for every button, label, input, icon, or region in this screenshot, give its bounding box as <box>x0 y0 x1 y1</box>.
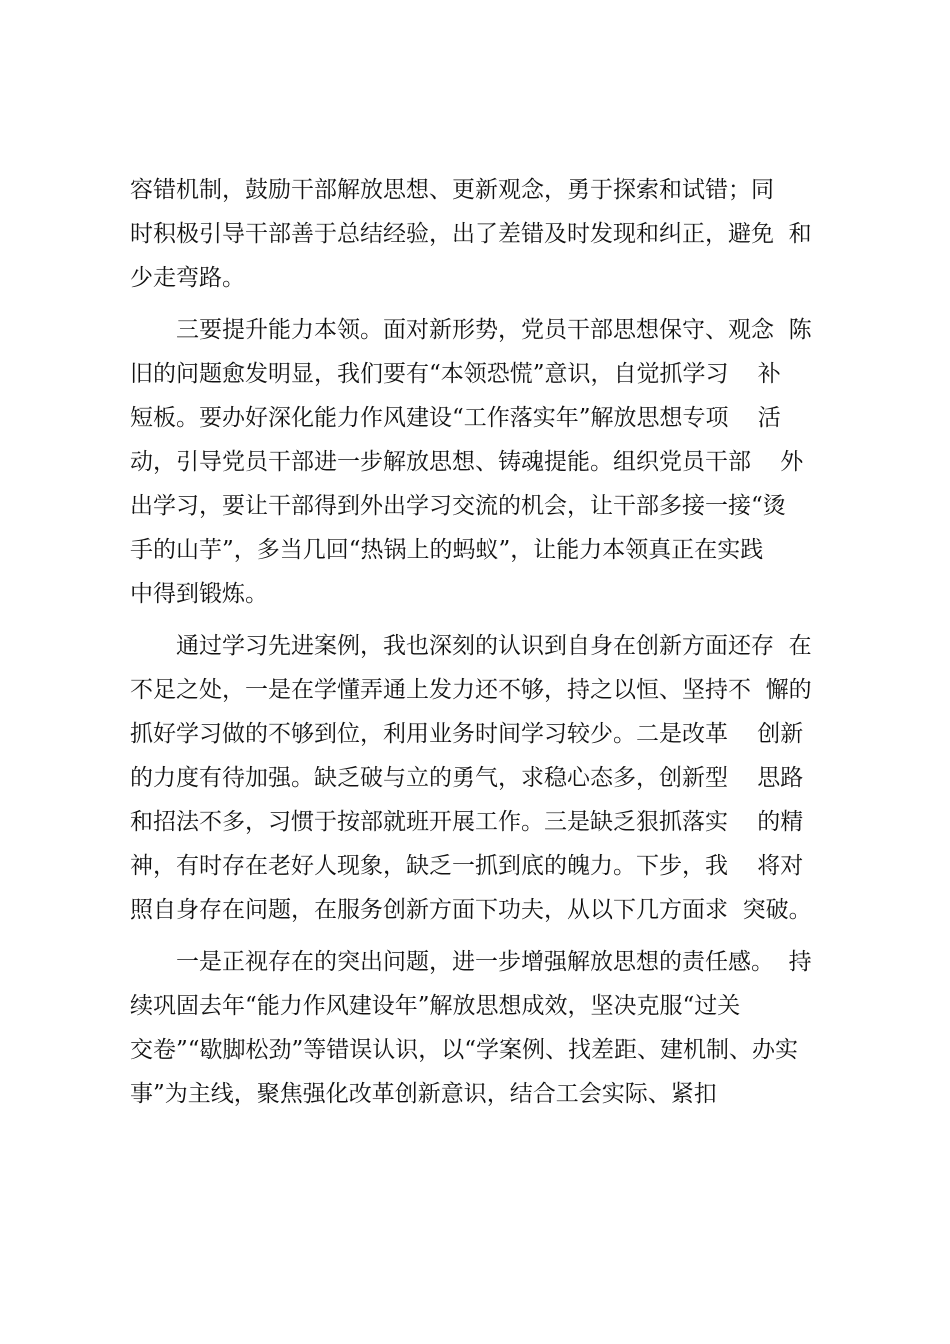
text-line: 动，引导党员干部进一步解放思想、铸魂提能。组织党员干部 外 <box>130 449 804 475</box>
paragraph-4 <box>130 940 830 1116</box>
text-line: 交卷”“歇脚松劲”等错误认识，以“学案例、找差距、建机制、办实 <box>130 1037 799 1063</box>
text-line: 出学习，要让干部得到外出学习交流的机会，让干部多接一接“烫 <box>130 493 786 519</box>
paragraph-spacer <box>130 300 830 308</box>
text-line: 时积极引导干部善于总结经验，出了差错及时发现和纠正，避免 和 <box>130 221 812 247</box>
text-line: 续巩固去年“能力作风建设年”解放思想成效，坚决克服“过关 <box>130 993 741 1019</box>
text-line: 照自身存在问题，在服务创新方面下功夫，从以下几方面求 突破。 <box>130 897 812 923</box>
text-line: 容错机制，鼓励干部解放思想、更新观念，勇于探索和试错；同 <box>130 177 774 203</box>
text-line: 的力度有待加强。缺乏破与立的勇气，求稳心态多，创新型 思路 <box>130 765 804 791</box>
text-line: 一是正视存在的突出问题，进一步增强解放思想的责任感。 持 <box>176 949 812 975</box>
text-line: 短板。要办好深化能力作风建设“工作落实年”解放思想专项 活 <box>130 405 781 431</box>
paragraph-spacer <box>130 616 830 624</box>
paragraph-spacer <box>130 932 830 940</box>
document-body <box>130 168 830 1116</box>
text-line: 通过学习先进案例，我也深刻的认识到自身在创新方面还存 在 <box>176 633 812 659</box>
paragraph-3 <box>130 624 830 932</box>
text-line: 旧的问题愈发明显，我们要有“本领恐慌”意识，自觉抓学习 补 <box>130 361 781 387</box>
text-line: 事”为主线，聚焦强化改革创新意识，结合工会实际、紧扣 <box>130 1081 717 1107</box>
text-line: 三要提升能力本领。面对新形势，党员干部思想保守、观念 陈 <box>176 317 812 343</box>
text-line: 少走弯路。 <box>130 265 245 291</box>
text-line: 抓好学习做的不够到位，利用业务时间学习较少。二是改革 创新 <box>130 721 804 747</box>
paragraph-1 <box>130 168 830 300</box>
text-line: 中得到锻炼。 <box>130 581 268 607</box>
paragraph-2 <box>130 308 830 616</box>
text-line: 手的山芋”，多当几回“热锅上的蚂蚁”，让能力本领真正在实践 <box>130 537 764 563</box>
text-line: 和招法不多，习惯于按部就班开展工作。三是缺乏狠抓落实 的精 <box>130 809 804 835</box>
text-line: 神，有时存在老好人现象，缺乏一抓到底的魄力。下步，我 将对 <box>130 853 804 879</box>
text-line: 不足之处，一是在学懂弄通上发力还不够，持之以恒、坚持不 懈的 <box>130 677 812 703</box>
